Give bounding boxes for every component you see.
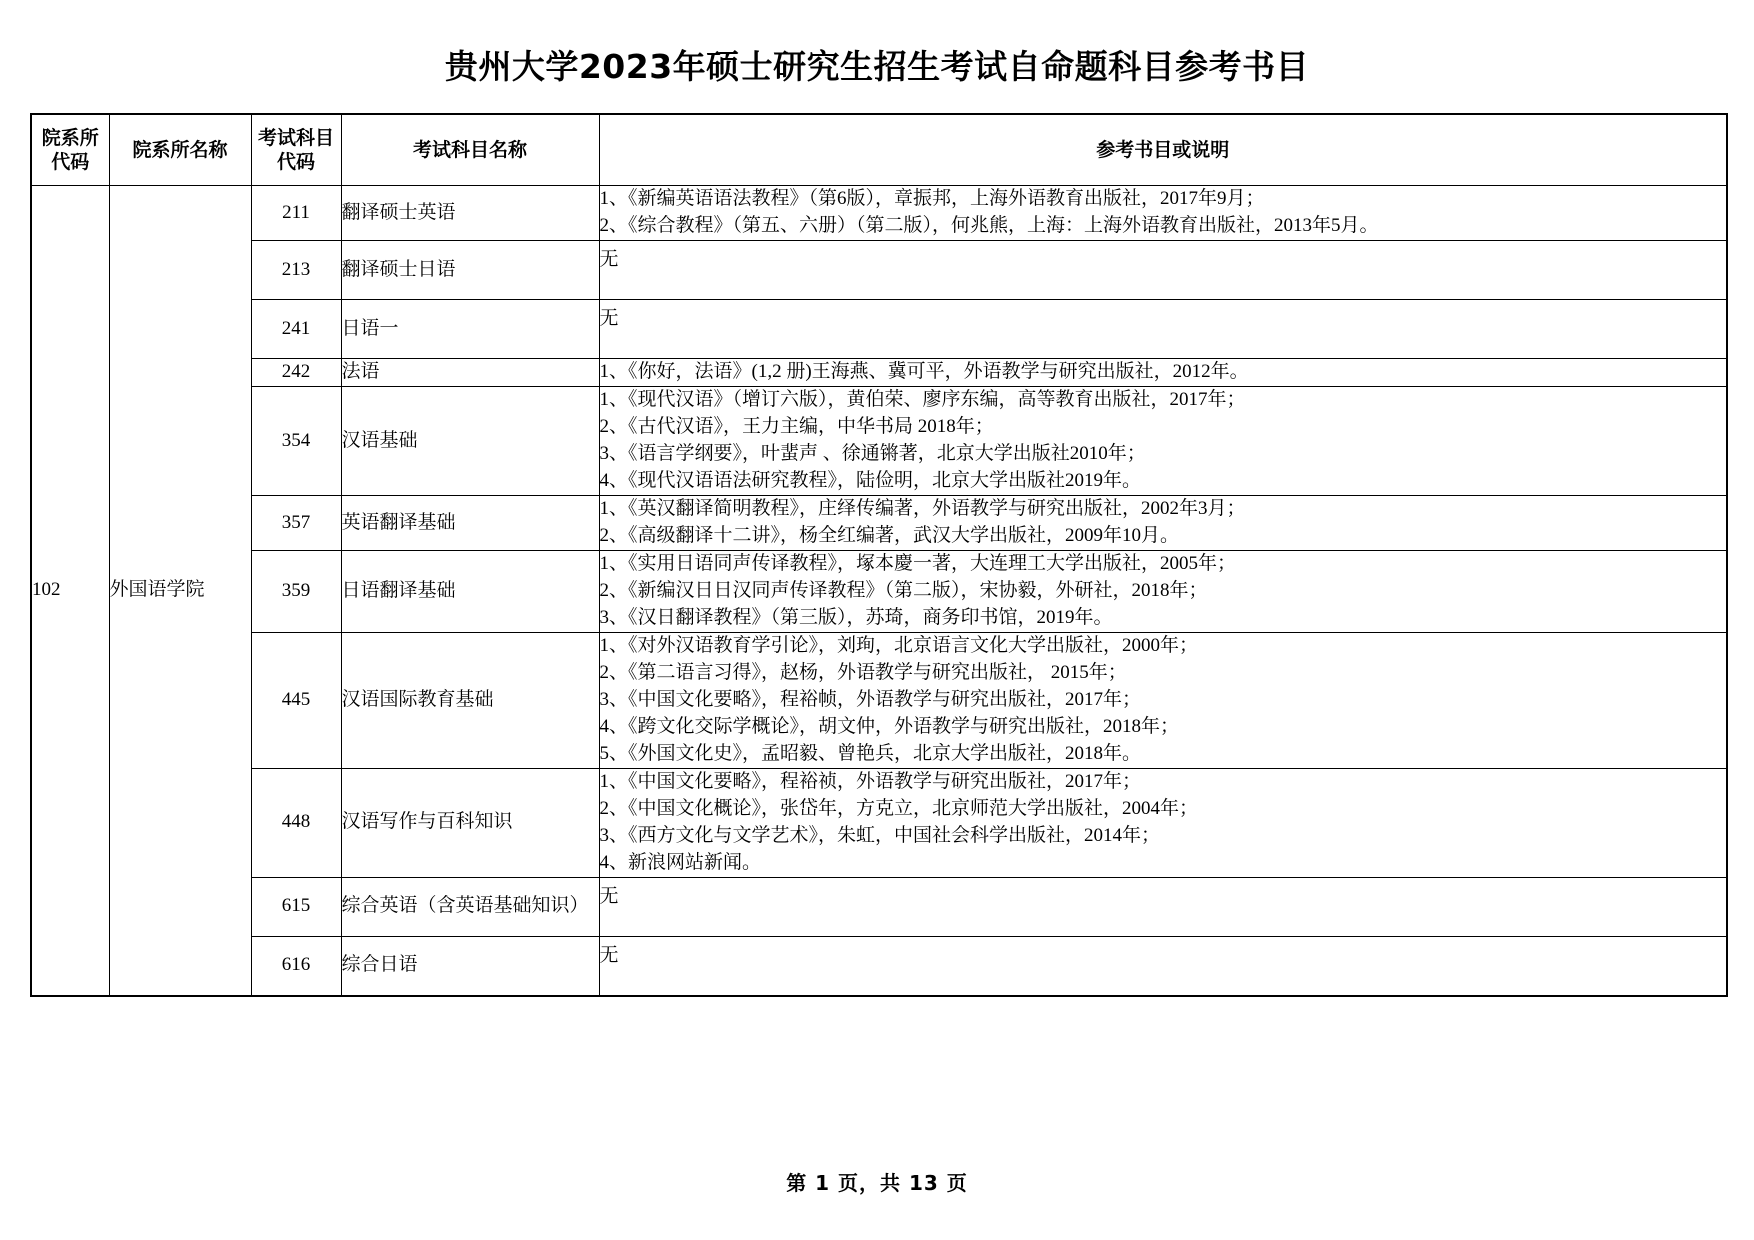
table-row — [31, 359, 1727, 387]
book-line: 4、《跨文化交际学概论》，胡文仲，外语教学与研究出版社，2018年； — [599, 715, 1180, 737]
cell-dept-code: 102 — [31, 186, 109, 996]
cell-books — [599, 550, 1727, 632]
cell-books — [599, 186, 1727, 241]
reference-books-table — [30, 113, 1728, 996]
cell-subject-name: 汉语基础 — [341, 387, 599, 496]
page-title: 贵州大学2023年硕士研究生招生考试自命题科目参考书目 — [444, 47, 1310, 86]
cell-subject-name: 翻译硕士日语 — [341, 241, 599, 300]
column-header-dept-name: 院系所名称 — [109, 114, 251, 186]
book-line: 无 — [599, 885, 619, 907]
cell-books — [599, 496, 1727, 551]
cell-subject-code: 615 — [251, 877, 341, 936]
table-row — [31, 387, 1727, 496]
cell-books — [599, 936, 1727, 996]
page-footer: 第 1 页，共 13 页 — [786, 1171, 968, 1195]
book-line: 无 — [599, 944, 619, 966]
cell-books — [599, 359, 1727, 387]
cell-dept-name: 外国语学院 — [109, 186, 251, 996]
book-line: 1、《你好，法语》(1,2 册)王海燕、冀可平，外语教学与研究出版社，2012年。 — [599, 361, 1249, 383]
cell-subject-code: 359 — [251, 550, 341, 632]
cell-subject-name: 翻译硕士英语 — [341, 186, 599, 241]
book-line: 无 — [599, 308, 619, 330]
book-line: 4、新浪网站新闻。 — [599, 851, 762, 873]
book-line: 2、《古代汉语》，王力主编，中华书局 2018年； — [599, 416, 994, 438]
cell-books — [599, 387, 1727, 496]
book-line: 5、《外国文化史》，孟昭毅、曾艳兵，北京大学出版社，2018年。 — [599, 742, 1142, 764]
table-row — [31, 768, 1727, 877]
cell-books — [599, 300, 1727, 359]
column-header-books: 参考书目或说明 — [599, 114, 1727, 186]
table-header-row — [31, 114, 1727, 186]
book-line: 2、《第二语言习得》，赵杨，外语教学与研究出版社， 2015年； — [599, 661, 1127, 683]
cell-books — [599, 768, 1727, 877]
table-row — [31, 877, 1727, 936]
cell-books — [599, 241, 1727, 300]
book-line: 1、《实用日语同声传译教程》，塚本慶一著，大连理工大学出版社，2005年； — [599, 552, 1237, 574]
table-row — [31, 300, 1727, 359]
book-line: 3、《西方文化与文学艺术》，朱虹，中国社会科学出版社，2014年； — [599, 824, 1161, 846]
table-container — [0, 113, 1754, 996]
book-line: 3、《中国文化要略》，程裕帧，外语教学与研究出版社，2017年； — [599, 688, 1142, 710]
book-line: 无 — [599, 249, 619, 271]
column-header-subject-code: 考试科目代码 — [251, 114, 341, 186]
cell-subject-code: 354 — [251, 387, 341, 496]
table-row — [31, 550, 1727, 632]
book-line: 3、《语言学纲要》，叶蜚声 、徐通锵著，北京大学出版社2010年； — [599, 443, 1146, 465]
cell-subject-code: 357 — [251, 496, 341, 551]
cell-subject-name: 日语一 — [341, 300, 599, 359]
book-line: 1、《现代汉语》（增订六版），黄伯荣、廖序东编，高等教育出版社，2017年； — [599, 389, 1246, 411]
column-header-subject-name: 考试科目名称 — [341, 114, 599, 186]
book-line: 1、《新编英语语法教程》（第6版），章振邦，上海外语教育出版社，2017年9月； — [599, 188, 1265, 210]
cell-subject-code: 211 — [251, 186, 341, 241]
cell-books — [599, 632, 1727, 768]
book-line: 1、《对外汉语教育学引论》，刘珣，北京语言文化大学出版社，2000年； — [599, 634, 1199, 656]
cell-subject-code: 445 — [251, 632, 341, 768]
book-line: 2、《综合教程》（第五、六册）（第二版），何兆熊，上海：上海外语教育出版社，2013年5月。 — [599, 215, 1379, 237]
book-line: 3、《汉日翻译教程》（第三版），苏琦，商务印书馆，2019年。 — [599, 606, 1113, 628]
cell-subject-code: 616 — [251, 936, 341, 996]
book-line: 2、《新编汉日日汉同声传译教程》（第二版），宋协毅，外研社，2018年； — [599, 579, 1208, 601]
book-line: 1、《中国文化要略》，程裕祯，外语教学与研究出版社，2017年； — [599, 770, 1142, 792]
cell-subject-code: 448 — [251, 768, 341, 877]
table-header — [31, 114, 1727, 186]
table-row — [31, 241, 1727, 300]
cell-subject-name: 汉语国际教育基础 — [341, 632, 599, 768]
book-line: 2、《高级翻译十二讲》，杨全红编著，武汉大学出版社，2009年10月。 — [599, 525, 1180, 546]
cell-subject-name: 英语翻译基础 — [341, 496, 599, 551]
cell-subject-code: 213 — [251, 241, 341, 300]
cell-subject-name: 综合英语（含英语基础知识） — [341, 877, 599, 936]
book-line: 2、《中国文化概论》，张岱年，方克立，北京师范大学出版社，2004年； — [599, 797, 1199, 819]
cell-subject-name: 法语 — [341, 359, 599, 387]
table-row — [31, 186, 1727, 241]
table-row — [31, 632, 1727, 768]
cell-subject-name: 日语翻译基础 — [341, 550, 599, 632]
book-line: 1、《英汉翻译简明教程》，庄绎传编著，外语教学与研究出版社，2002年3月； — [599, 498, 1246, 520]
table-row — [31, 496, 1727, 551]
book-line: 4、《现代汉语语法研究教程》，陆俭明，北京大学出版社2019年。 — [599, 470, 1142, 492]
cell-books — [599, 877, 1727, 936]
cell-subject-name: 综合日语 — [341, 936, 599, 996]
cell-subject-name: 汉语写作与百科知识 — [341, 768, 599, 877]
table-body — [31, 186, 1727, 996]
cell-subject-code: 241 — [251, 300, 341, 359]
table-row — [31, 936, 1727, 996]
column-header-dept-code: 院系所代码 — [31, 114, 109, 186]
cell-subject-code: 242 — [251, 359, 341, 387]
